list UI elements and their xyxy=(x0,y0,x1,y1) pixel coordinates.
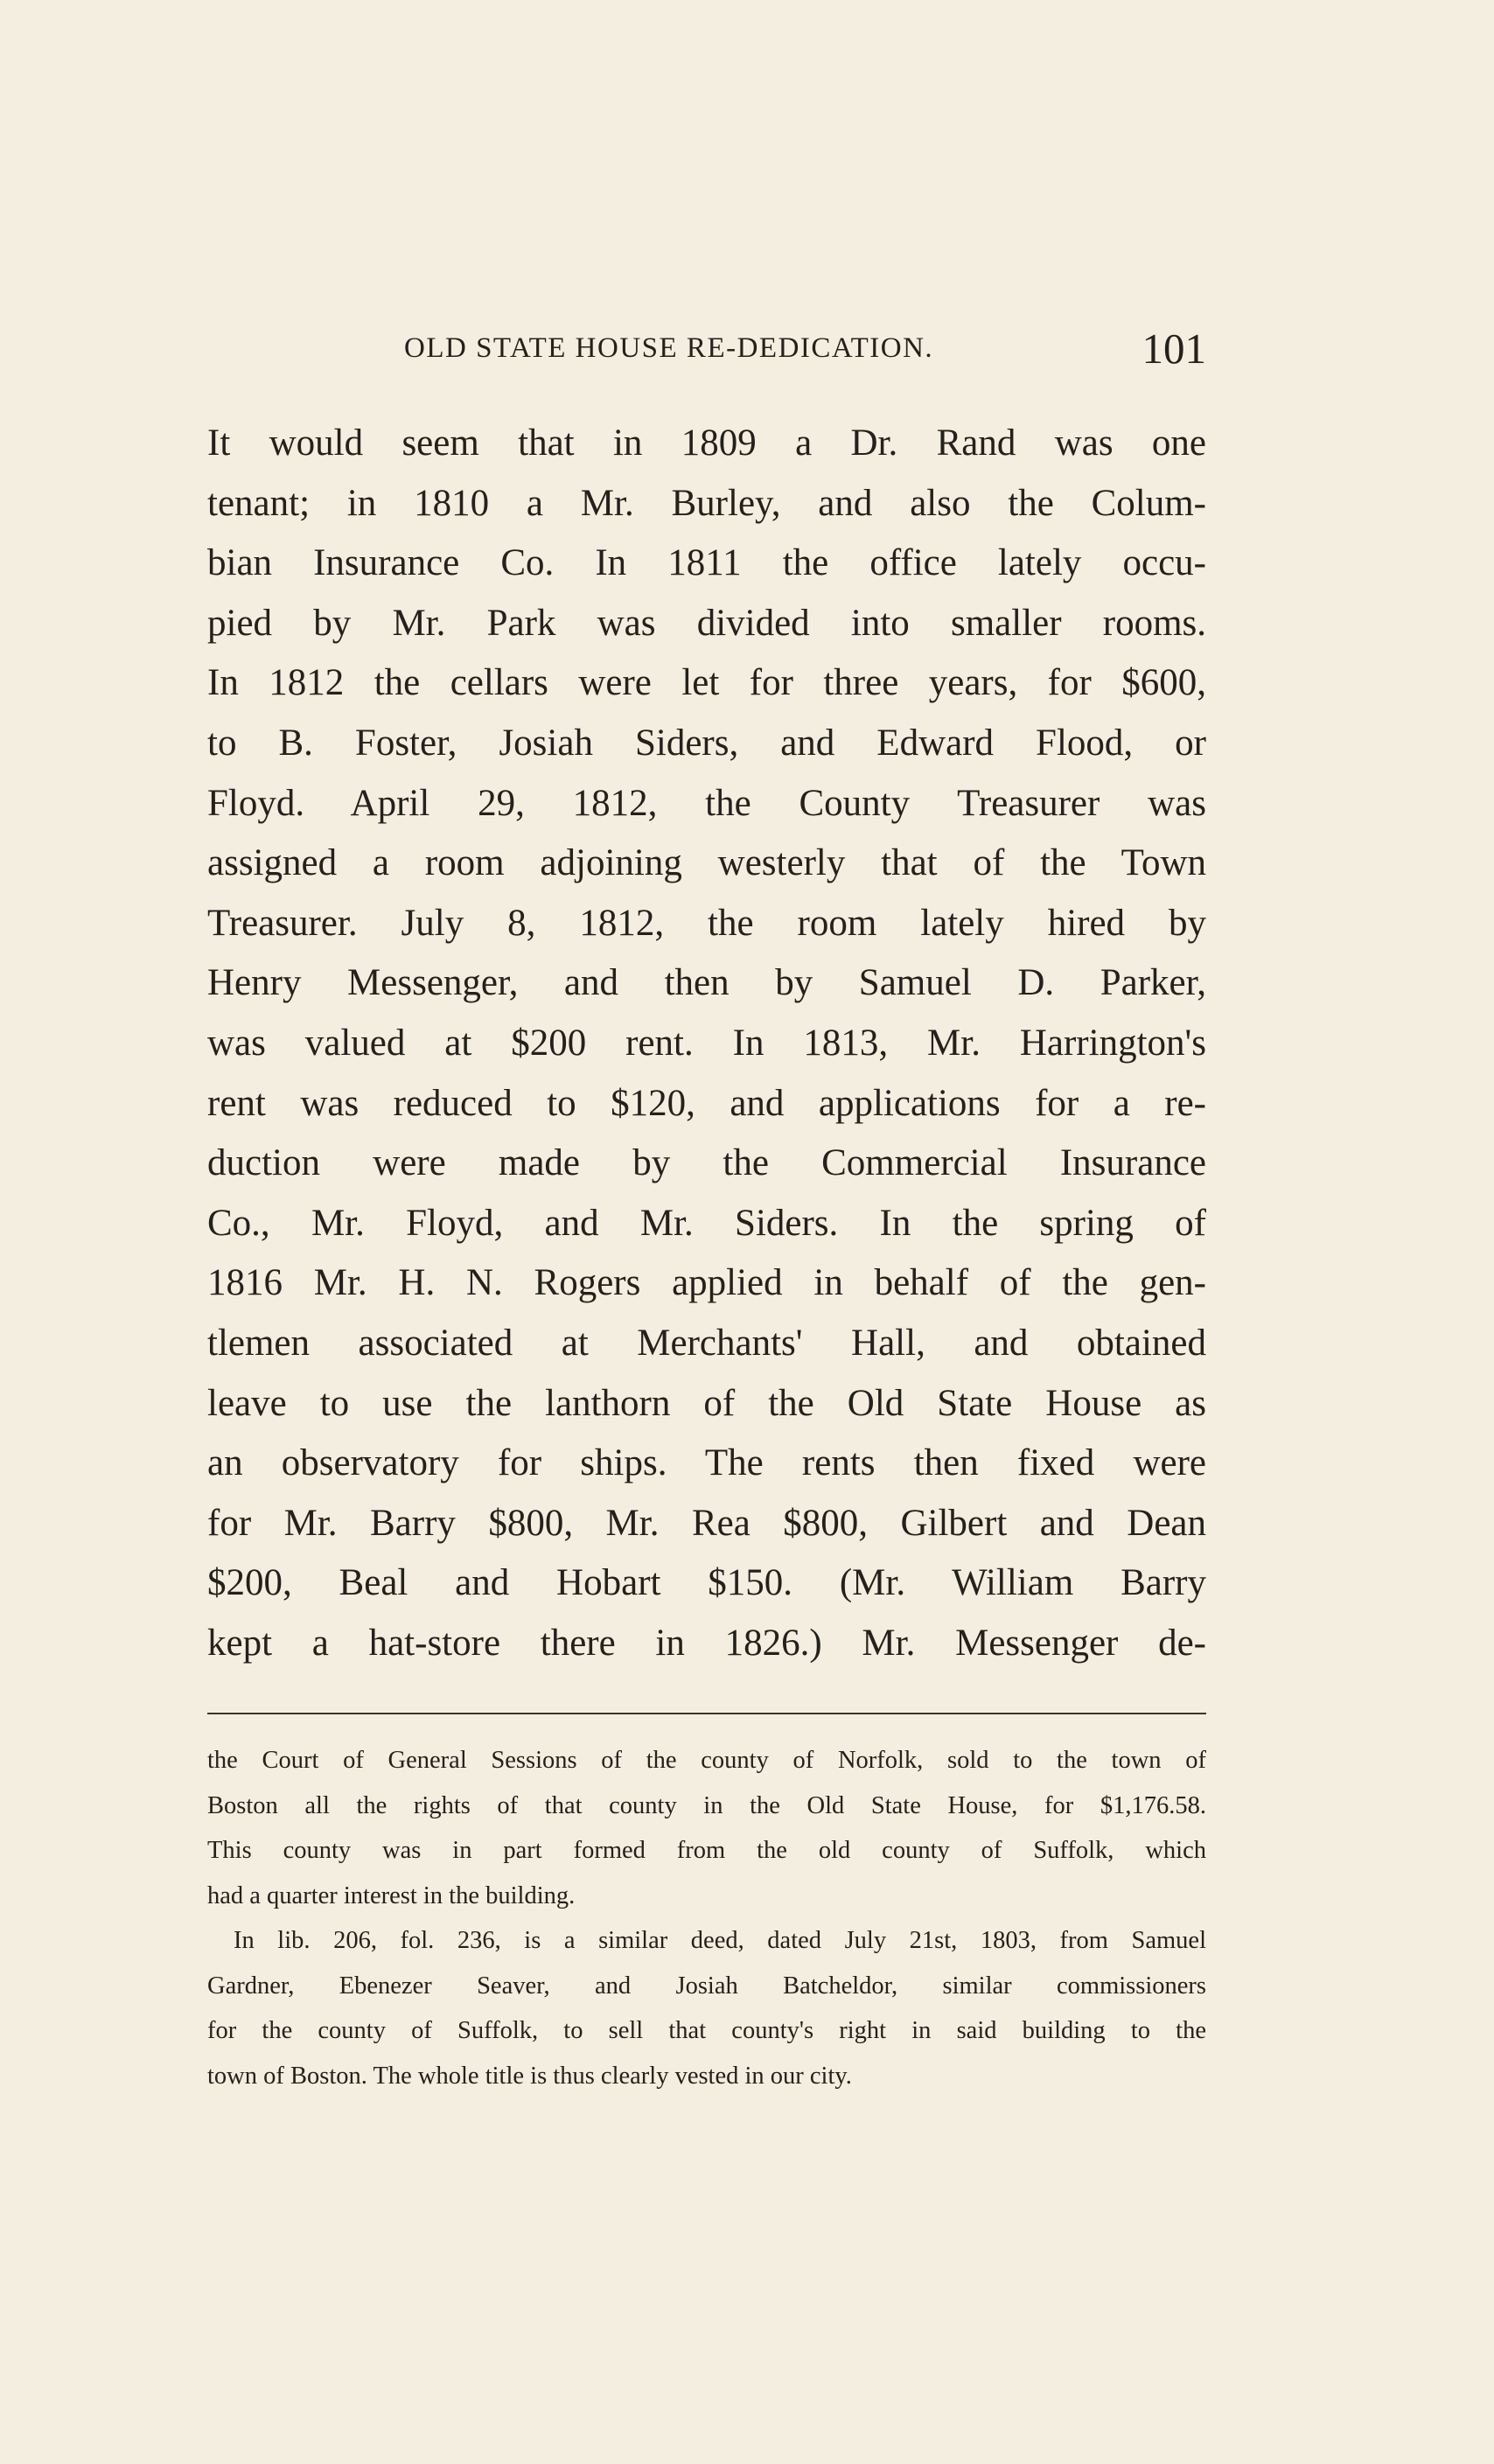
footnote-line: had a quarter interest in the building. xyxy=(207,1881,576,1909)
body-line: duction were made by the Commercial Insurance xyxy=(207,1142,1206,1184)
body-line: bian Insurance Co. In 1811 the office lately occu- xyxy=(207,542,1206,584)
footnote-line: This county was in part formed from the old county of Suffolk, which xyxy=(207,1837,1206,1864)
page-number: 101 xyxy=(1141,325,1206,373)
body-line: for Mr. Barry $800, Mr. Rea $800, Gilbert and Dean xyxy=(207,1502,1206,1544)
body-line: It would seem that in 1809 a Dr. Rand was one xyxy=(207,422,1206,464)
body-line: In 1812 the cellars were let for three years, for $600, xyxy=(207,662,1206,704)
body-line: pied by Mr. Park was divided into smaller rooms. xyxy=(207,602,1206,644)
body-line: was valued at $200 rent. In 1813, Mr. Harrington's xyxy=(207,1022,1206,1064)
body-line: tlemen associated at Merchants' Hall, and obtained xyxy=(207,1322,1206,1364)
footnote-line: Boston all the rights of that county in the Old State House, for $1,176.58. xyxy=(207,1791,1206,1819)
body-line: leave to use the lanthorn of the Old State House as xyxy=(207,1382,1206,1424)
running-head: OLD STATE HOUSE RE-DEDICATION. xyxy=(404,332,934,364)
page-header xyxy=(207,324,1206,376)
body-line: $200, Beal and Hobart $150. (Mr. William Barry xyxy=(207,1562,1206,1604)
body-line: Henry Messenger, and then by Samuel D. Parker, xyxy=(207,962,1206,1004)
body-line: Treasurer. July 8, 1812, the room lately hired by xyxy=(207,902,1206,944)
body-line: to B. Foster, Josiah Siders, and Edward Flood, or xyxy=(207,722,1206,764)
body-text xyxy=(207,414,1206,1673)
footnote-line: Gardner, Ebenezer Seaver, and Josiah Batcheldor, similar commissioners xyxy=(207,1972,1206,2000)
footnote-divider xyxy=(207,1713,1206,1714)
footnote-line: the Court of General Sessions of the county of Norfolk, sold to the town of xyxy=(207,1747,1206,1774)
footnote-line: town of Boston. The whole title is thus clearly vested in our city. xyxy=(207,2062,852,2090)
footnote-line: for the county of Suffolk, to sell that county's right in said building to the xyxy=(207,2017,1206,2044)
body-line: Floyd. April 29, 1812, the County Treasurer was xyxy=(207,782,1206,824)
footnote-line: In lib. 206, fol. 236, is a similar deed, dated July 21st, 1803, from Samuel xyxy=(234,1927,1206,1954)
footnote xyxy=(207,1738,1206,2098)
body-line: tenant; in 1810 a Mr. Burley, and also the Colum- xyxy=(207,482,1206,524)
body-line: 1816 Mr. H. N. Rogers applied in behalf of the gen- xyxy=(207,1262,1206,1304)
body-line: an observatory for ships. The rents then fixed were xyxy=(207,1442,1206,1484)
body-line: assigned a room adjoining westerly that of the Town xyxy=(207,842,1206,884)
body-line: kept a hat-store there in 1826.) Mr. Messenger de- xyxy=(207,1622,1206,1664)
body-line: rent was reduced to $120, and applications for a re- xyxy=(207,1082,1206,1124)
body-line: Co., Mr. Floyd, and Mr. Siders. In the spring of xyxy=(207,1202,1206,1244)
